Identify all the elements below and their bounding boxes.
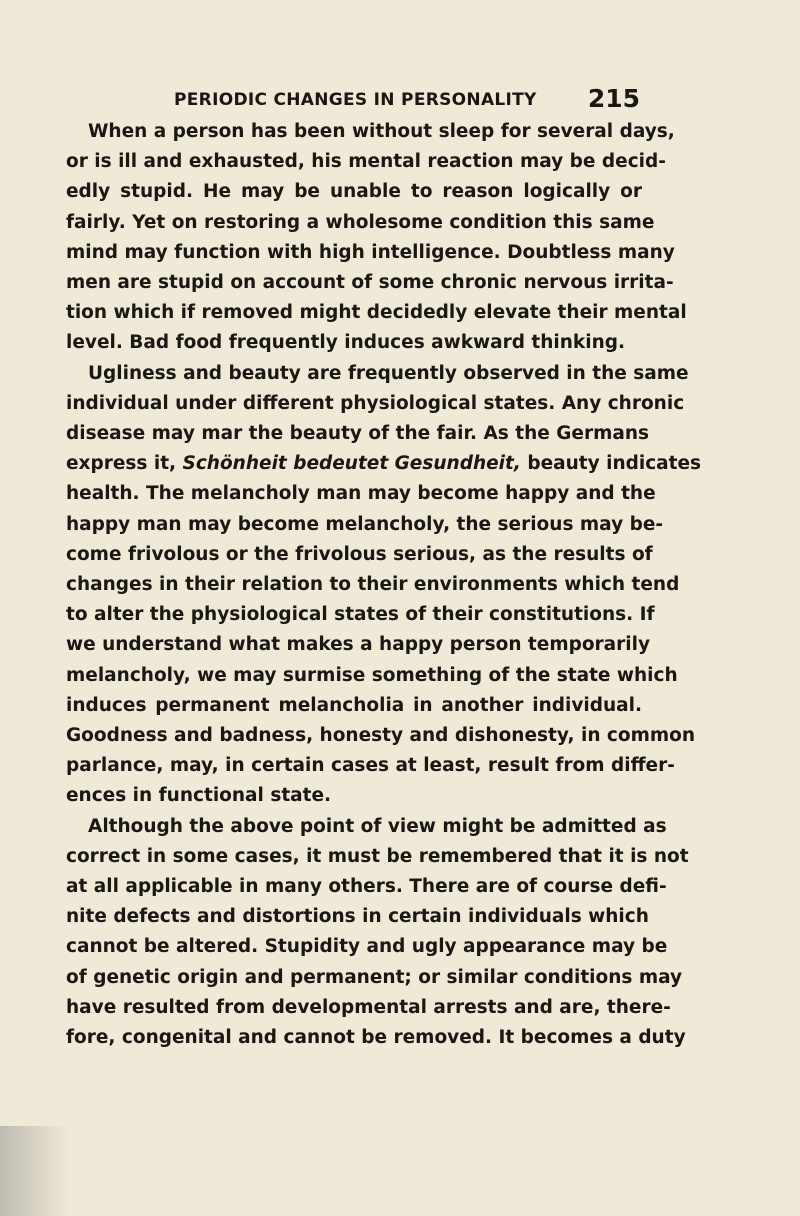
text-line: at all applicable in many others. There are of course defi- — [66, 876, 667, 898]
text-line: Ugliness and beauty are frequently observed in the same — [88, 362, 689, 384]
text-line: Goodness and badness, honesty and dishonesty, in common — [66, 725, 696, 747]
text-line: men are stupid on account of some chronic nervous irrita- — [66, 272, 674, 294]
page-number: 215 — [587, 84, 640, 113]
text-segment: beauty indicates — [520, 453, 702, 475]
text-line: we understand what makes a happy person temporarily — [66, 634, 651, 656]
text-line: come frivolous or the frivolous serious, as the results of — [66, 543, 653, 565]
text-line: mind may function with high intelligence. Doubtless many — [66, 241, 675, 263]
text-line-with-italic — [66, 449, 702, 479]
text-line: tion which if removed might decidedly elevate their mental — [66, 302, 687, 324]
text-line: level. Bad food frequently induces awkward thinking. — [66, 332, 626, 354]
body-text — [66, 117, 702, 1053]
text-line: melancholy, we may surmise something of the state which — [66, 664, 678, 686]
text-line: individual under different physiological states. Any chronic — [66, 392, 685, 414]
text-line: health. The melancholy man may become happy and the — [66, 483, 656, 505]
text-line: nite defects and distortions in certain individuals which — [66, 906, 649, 928]
text-line: or is ill and exhausted, his mental reaction may be decid- — [66, 151, 666, 173]
chapter-title: PERIODIC CHANGES IN PERSONALITY — [174, 90, 537, 110]
scan-shadow — [0, 1126, 70, 1216]
text-line: ences in functional state. — [66, 785, 332, 807]
text-line: changes in their relation to their environments which tend — [66, 574, 680, 596]
running-head — [66, 84, 642, 120]
text-line: Although the above point of view might be admitted as — [88, 815, 667, 837]
text-line: happy man may become melancholy, the serious may be- — [66, 513, 664, 535]
text-segment: express it, — [66, 453, 183, 475]
text-line: correct in some cases, it must be remembered that it is not — [66, 845, 689, 867]
text-line: cannot be altered. Stupidity and ugly appearance may be — [66, 936, 668, 958]
text-line: edly stupid. He may be unable to reason logically or — [66, 181, 642, 203]
text-line: of genetic origin and permanent; or similar conditions may — [66, 966, 683, 988]
text-line: induces permanent melancholia in another individual. — [66, 694, 642, 716]
text-line: fore, congenital and cannot be removed. It becomes a duty — [66, 1027, 686, 1049]
text-line: disease may mar the beauty of the fair. As the Germans — [66, 423, 650, 445]
german-quote: Schönheit bedeutet Gesundheit, — [182, 453, 521, 475]
text-line: When a person has been without sleep for several days, — [88, 121, 675, 142]
text-line: have resulted from developmental arrests and are, there- — [66, 996, 671, 1018]
text-line: to alter the physiological states of their constitutions. If — [66, 604, 655, 626]
text-line: fairly. Yet on restoring a wholesome condition this same — [66, 211, 655, 233]
text-line: parlance, may, in certain cases at least, result from differ- — [66, 755, 675, 777]
